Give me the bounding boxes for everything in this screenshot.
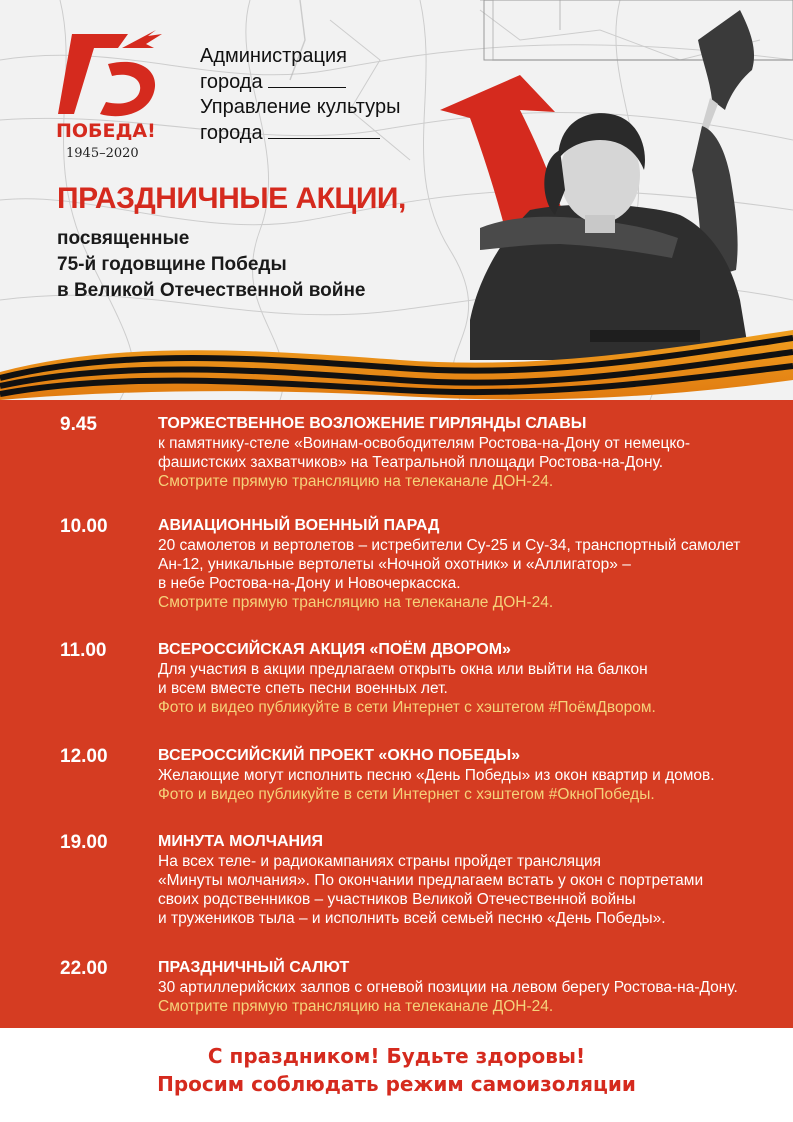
subtitle-line2: 75-й годовщине Победы — [57, 254, 287, 275]
event-desc: Для участия в акции предлагаем открыть окна или выйти на балкон и всем вместе спеть песни военных лет. — [158, 661, 648, 697]
event-time: 11.00 — [60, 640, 107, 661]
poster-subtitle — [57, 226, 366, 304]
event-desc: к памятнику-стеле «Воинам-освободителям Ростова-на-Дону от немецко- фашистских захватчиков» на Театральной площади Ростова-на-Дону. — [158, 435, 691, 471]
logo-word: ПОБЕДА! — [56, 120, 156, 142]
event-desc: 20 самолетов и вертолетов – истребители Су-25 и Су-34, транспортный самолет Ан-12, уникальные вертолеты «Ночной охотник» и «Аллигатор» – в небе Ростова-на-Дону и Новочеркасска. — [158, 537, 741, 592]
footer-greeting: С праздником! Будьте здоровы! — [207, 1044, 586, 1068]
subtitle-line3: в Великой Отечественной войне — [57, 280, 366, 301]
soldier-girl-photo — [440, 0, 793, 360]
event-body — [158, 414, 778, 491]
event-time: 10.00 — [60, 516, 108, 537]
footer — [0, 1028, 793, 1122]
city-blank-2 — [268, 120, 380, 139]
admin-line4 — [200, 120, 400, 146]
city-blank-1 — [268, 69, 346, 88]
event-desc: 30 артиллерийских залпов с огневой позиции на левом берегу Ростова-на-Дону. — [158, 979, 738, 996]
admin-city-label-2: города — [200, 122, 263, 144]
event-body — [158, 746, 778, 804]
event-title: ТОРЖЕСТВЕННОЕ ВОЗЛОЖЕНИЕ ГИРЛЯНДЫ СЛАВЫ — [158, 415, 587, 432]
event-title: АВИАЦИОННЫЙ ВОЕННЫЙ ПАРАД — [158, 517, 440, 534]
event-note: Смотрите прямую трансляцию на телеканале ДОН-24. — [158, 594, 554, 611]
event-title: ВСЕРОССИЙСКАЯ АКЦИЯ «ПОЁМ ДВОРОМ» — [158, 641, 511, 658]
event-time: 9.45 — [60, 414, 97, 435]
admin-line3: Управление культуры — [200, 96, 401, 118]
event-time: 12.00 — [60, 746, 108, 767]
events-panel — [0, 400, 793, 1028]
event-body — [158, 832, 778, 928]
admin-line2 — [200, 69, 400, 95]
event-note: Фото и видео публикуйте в сети Интернет с хэштегом #ОкноПобеды. — [158, 786, 655, 803]
event-desc: Желающие могут исполнить песню «День Победы» из окон квартир и домов. — [158, 767, 715, 784]
event-title: ПРАЗДНИЧНЫЙ САЛЮТ — [158, 959, 350, 976]
footer-request: Просим соблюдать режим самоизоляции — [157, 1072, 636, 1096]
event-note: Смотрите прямую трансляцию на телеканале ДОН-24. — [158, 473, 554, 490]
event-time: 22.00 — [60, 958, 108, 979]
logo-star-icon — [50, 26, 170, 126]
poster-title: ПРАЗДНИЧНЫЕ АКЦИИ, — [57, 182, 406, 215]
event-time: 19.00 — [60, 832, 108, 853]
admin-line1: Администрация — [200, 45, 348, 67]
event-title: ВСЕРОССИЙСКИЙ ПРОЕКТ «ОКНО ПОБЕДЫ» — [158, 747, 521, 764]
event-body — [158, 958, 778, 1016]
event-note: Фото и видео публикуйте в сети Интернет с хэштегом #ПоёмДвором. — [158, 699, 656, 716]
st-george-ribbon — [0, 320, 793, 400]
event-body — [158, 640, 778, 717]
event-title: МИНУТА МОЛЧАНИЯ — [158, 833, 324, 850]
event-note: Смотрите прямую трансляцию на телеканале ДОН-24. — [158, 998, 554, 1015]
logo-years: 1945–2020 — [66, 146, 139, 161]
event-desc: На всех теле- и радиокампаниях страны пройдет трансляция «Минуты молчания». По окончании предлагаем встать у окон с портретами своих родственников – участников Великой Отечественной войны и тружеников тыла – и исполнить всей семьей песню «День Победы». — [158, 853, 704, 927]
event-body — [158, 516, 778, 612]
victory-75-logo — [50, 26, 170, 166]
header — [0, 0, 793, 400]
subtitle-line1: посвященные — [57, 228, 190, 249]
admin-city-label-1: города — [200, 71, 263, 93]
admin-block — [200, 44, 400, 146]
